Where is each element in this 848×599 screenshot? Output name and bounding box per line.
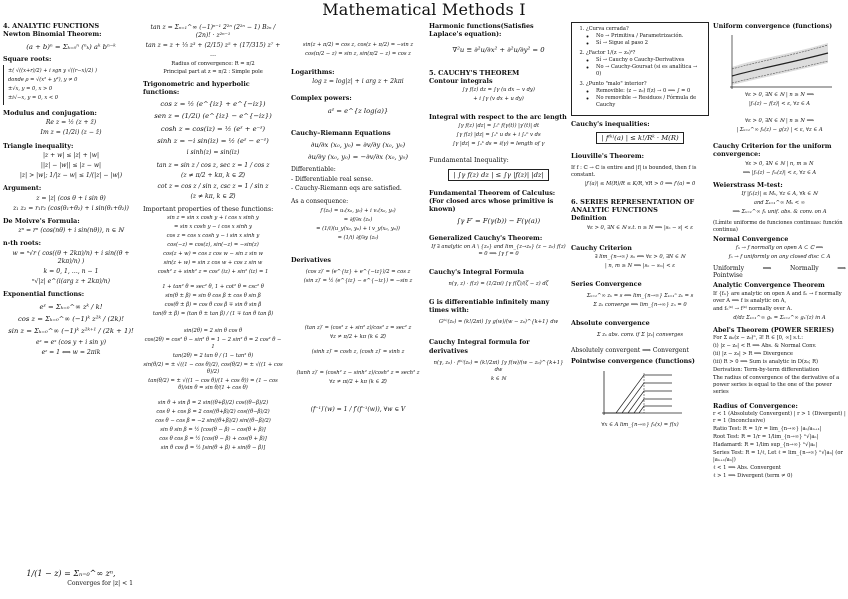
formula: eᶻ = Σₖ₌₀^∞ zᵏ / k! xyxy=(39,302,103,311)
subsection-heading: Abel's Theorem (POWER SERIES) xyxy=(713,325,835,334)
formula: donde ρ = √(x² + y²), y ≠ 0 xyxy=(8,77,78,84)
formula: ∀z ≠ π/2 + kπ (k ∈ ℤ) xyxy=(330,334,386,341)
formula: (cos z)′ = (e^{iz} + e^{−iz})/2 = cos z xyxy=(305,269,411,276)
formula: = (1/i)(u_y(x₀, y₀) + i v_y(x₀, y₀)) xyxy=(316,226,400,233)
subsection-heading: Series Convergence xyxy=(571,279,642,288)
formula: cos(z + w) = cos z cos w − sin z sin w xyxy=(163,251,263,258)
text: The radius of convergence of the derivative of a power series is equal to the one of the power series xyxy=(713,374,840,395)
label-normally: Normally xyxy=(789,265,819,273)
formula: sin θ sin β = ½ [cos(θ − β) − cos(θ + β)] xyxy=(160,427,266,434)
subsection-heading: Cauchy Integral formula for derivatives xyxy=(429,338,530,355)
formula: Σₖ₌₁^∞ zₖ = s ⟺ lim_{n→∞} Σₖ₌₁ⁿ zₖ = s xyxy=(586,293,694,300)
function-curve xyxy=(604,383,672,413)
decision-step xyxy=(586,26,704,47)
formula: cos(−z) = cos(z), sin(−z) = −sin(z) xyxy=(167,242,259,249)
step-question: ¿Factor 1/(z − z₀)ᵏ? xyxy=(586,50,636,56)
formula: zⁿ = rⁿ (cos(nθ) + i sin(nθ)), n ∈ ℕ xyxy=(18,227,124,235)
step-option: ◦ No → Primitiva / Parametrización. xyxy=(596,33,704,40)
formula: cos(θ ± β) = cos θ cos β ∓ sin θ sin β xyxy=(164,302,262,309)
text: Ratio Test: R = 1/r = lim_{n→∞} |aₙ/aₙ₊₁| xyxy=(713,426,822,433)
formula: ⟹ |fₙ(z) − fₘ(z)| < ε, ∀z ∈ A xyxy=(742,169,817,176)
label-pointwise: Pointwise xyxy=(713,272,743,280)
step-option: ◦ Sí → Sigue al paso 2 xyxy=(596,40,704,47)
subsection-heading: Cauchy Criterion xyxy=(571,243,632,252)
formula: = (1/i) ∂f/∂y (z₀) xyxy=(337,235,379,242)
formula: aᶻ = e^{z log(a)} xyxy=(327,106,389,115)
formula: ∇²u ≡ ∂²u/∂x² + ∂²u/∂y² = 0 xyxy=(452,46,545,55)
formula: f′(z₀) = uₓ(x₀, y₀) + i vₓ(x₀, y₀) xyxy=(320,208,396,215)
subsection-heading: Square roots: xyxy=(3,54,52,63)
column-2 xyxy=(143,20,283,598)
formula: ∀z ≠ πi/2 + kπ (k ∈ ℤ) xyxy=(329,379,387,386)
formula: cos(2θ) = cos² θ − sin² θ = 1 − 2 sin² θ = 2 cos² θ − 1 xyxy=(144,337,282,351)
formula: If |fₖ(z)| ≤ Mₖ, ∀z ∈ A, ∀k ∈ ℕ xyxy=(741,190,818,197)
subsection-heading: Pointwise convergence (functions) xyxy=(571,357,695,366)
formula: ||z| − |w|| ≤ |z − w| xyxy=(40,162,102,170)
formula: (z ≠ kπ, k ∈ ℤ) xyxy=(190,192,236,200)
formula xyxy=(571,132,709,144)
formula: = ∂f/∂x (z₀) xyxy=(343,217,373,224)
page-title: Mathematical Methods I xyxy=(322,0,526,19)
formula: sin(z + w) = sin z cos w + cos z sin w xyxy=(163,260,263,267)
formula: sin z = Σₖ₌₀^∞ (−1)ᵏ z²ᵏ⁺¹ / (2k + 1)! xyxy=(8,327,134,336)
formula: ∀ε > 0, ∃N ∈ ℕ | n, m ≥ N xyxy=(745,160,814,167)
subsection-heading: Weierstrass M-test: xyxy=(713,180,783,189)
formula: i sinh(z) = sin(iz) xyxy=(186,149,240,157)
formula: = sin x cosh y − i cos x sinh y xyxy=(174,224,252,231)
formula: 1 + tan² θ = sec² θ, 1 + cot² θ = csc² θ xyxy=(162,284,264,291)
formula: cos θ − cos β = −2 sin((θ+β)/2) sin((θ−β)/2) xyxy=(155,418,271,425)
formula: sin(θ/2) = ± √((1 − cos θ)/2), cos(θ/2) = ± √((1 + cos θ)/2) xyxy=(143,362,283,376)
subsection-heading: Newton Binomial Theorem: xyxy=(3,30,102,39)
subsection-heading: De Moivre's Formula: xyxy=(3,217,80,226)
subsection-heading: Integral with respect to the arc length xyxy=(429,113,567,122)
label-uniformly: Uniformly xyxy=(713,265,745,273)
formula xyxy=(429,169,568,181)
text: (i) |z − z₀| < R ⟹ Abs. & Normal Conv. xyxy=(713,342,817,349)
formula: cos θ + cos β = 2 cos((θ+β)/2) cos((θ−β)/2) xyxy=(156,409,270,416)
formula: z₁ z₂ = r₁r₂ (cos(θ₁+θ₂) + i sin(θ₁+θ₂)) xyxy=(13,204,129,212)
formula: ±( √((x+r)/2) + i sgn y √((r−x)/2) ) xyxy=(8,68,97,75)
formula: log z = log|z| + i arg z + 2kπi xyxy=(312,78,404,86)
subsection-heading: Cauchy Criterion for the uniform convergence: xyxy=(713,142,832,159)
formula: + i ∫γ (v dx + u dy) xyxy=(473,96,524,103)
formula: k = 0, 1, …, n − 1 xyxy=(43,268,99,276)
text: (ii) |z − z₀| > R ⟹ Divergence xyxy=(713,350,793,357)
formula: cos z = Σₖ₌₀^∞ (−1)ᵏ z²ᵏ / (2k)! xyxy=(17,314,125,323)
step-question: ¿Punto "malo" interior? xyxy=(586,81,647,87)
formula: ∀x ∈ A lim_{n→∞} fₙ(x) = f(x) xyxy=(601,421,679,428)
formula: (sin z)′ = ½ (e^{iz} − e^{−iz}) = −sin z xyxy=(303,278,413,285)
formula: sin θ + sin β = 2 sin((θ+β)/2) cos((θ−β)/2) xyxy=(157,400,269,407)
formula: tan(θ/2) = ± √((1 − cos θ)/(1 + cos θ)) = (1 − cos θ)/sin θ = sin θ/(1 + cos θ) xyxy=(148,378,278,392)
formula: cos z = cos x cosh y − i sin x sinh y xyxy=(166,233,260,240)
formula: ∂u/∂x (x₀, y₀) = ∂v/∂y (x₀, y₀) xyxy=(310,141,406,150)
formula: sen z = (1/2i) (e^{iz} − e^{−iz}) xyxy=(154,112,272,121)
formula: cos z = ½ (e^{iz} + e^{−iz}) xyxy=(160,100,266,109)
subsection-heading: Derivatives xyxy=(291,256,332,265)
text: ℓ > 1 ⟹ Divergent (term ≠ 0) xyxy=(713,473,793,480)
formula: ∫γ f(z) |dz| = ∫ₐᵇ f(γ(t)) |γ′(t)| dt xyxy=(457,123,540,130)
formula: eᶻ = eˣ (cos y + i sin y) xyxy=(36,339,106,347)
text: Derivation: Term-by-term differentiation xyxy=(713,366,820,373)
formula: n(γ, z) · f(z) = (1/2πi) ∫γ f(ζ)/(ζ − z) dζ xyxy=(448,281,549,288)
formula: ∀ε > 0, ∃N ∈ ℕ | n ≥ N ⟹ xyxy=(744,118,815,125)
formula: cosh z = cos(iz) = ½ (eᶻ + e⁻ᶻ) xyxy=(160,124,266,133)
subsection-heading: Normal Convergence xyxy=(713,234,789,243)
subsection-heading: Complex powers: xyxy=(291,94,352,103)
formula: ∀ε > 0, ∃N ∈ ℕ | n ≥ N ⟹ xyxy=(744,92,815,99)
formula: ±√x, y = 0, x > 0 xyxy=(8,86,53,93)
text: - Differentiable real sense. xyxy=(291,175,374,183)
text: For Σ aₙ(z − z₀)ⁿ, ∃! R ∈ [0, ∞] s.t.: xyxy=(713,334,804,341)
decision-box xyxy=(571,22,709,116)
formula: z = |z| (cos θ + i sin θ) xyxy=(36,194,106,202)
formula: d/dz Σₖ₌₁^∞ gₖ = Σₖ₌₁^∞ gₖ′(z) in A xyxy=(733,314,826,321)
subsection-heading: Fundamental Theorem of Calculus: (For closed arcs whose primitive is known) xyxy=(429,188,556,214)
text: Hadamard: R = 1/lim sup_{n→∞} ⁿ√|aₙ| xyxy=(713,442,818,449)
subsection-heading: G is differentiable infinitely many times with: xyxy=(429,298,550,315)
implies-arrow-icon: ⟹ xyxy=(837,265,846,273)
note: Radius of convergence: R = π/2 xyxy=(171,60,255,67)
step-option: ◦ Sí → Cauchy o Cauchy-Derivatives xyxy=(596,57,704,64)
step-option: ◦ Removible: (z − z₀) f(z) → 0 ⟹ ∫ = 0 xyxy=(596,88,704,95)
text: (iii) R > 0 ⟹ Sum is analytic in D(z₀; R) xyxy=(713,358,819,365)
step-question: ¿Curva cerrada? xyxy=(586,26,629,32)
formula-brace xyxy=(3,65,139,105)
formula: ∀ε > 0, ∃N ∈ ℕ s.t. n ≥ N ⟹ |sₙ − s| < ε xyxy=(587,224,693,231)
formula: sin(2θ) = 2 sin θ cos θ xyxy=(183,328,243,335)
formula: ⁿ√|z| e^(i(arg z + 2kπ)/n) xyxy=(32,278,110,286)
formula: 1/(1 − z) = Σₙ₌₀^∞ zⁿ, xyxy=(26,569,116,578)
formula: If ∃ analytic on A \ {z₀} and lim_{z→z₀} (z − z₀) f(z) = 0 ⟹ ∫γ f = 0 xyxy=(431,243,566,257)
formula: | Σₖ₌₁^∞ fₖ(z) − g(z) | < ε, ∀z ∈ A xyxy=(736,127,823,134)
pointwise-convergence-figure xyxy=(594,369,686,419)
text: Series Test: R = 1/ℓ, Let ℓ = lim_{n→∞} ⁿ√|aₙ| (or |aₙ₊₁/aₙ|) xyxy=(713,450,843,464)
subsection-heading: Cauchy's inequalities: xyxy=(571,120,650,128)
subsection-heading: Important properties of these functions: xyxy=(143,205,274,214)
formula: Im z = (1/2i) (z − z̄) xyxy=(40,129,102,137)
column-5 xyxy=(571,20,709,598)
note: Converges for |z| < 1 xyxy=(67,580,133,588)
formula: ∫γ |dz| = ∫ₐᵇ ds = ℓ(γ) = length of γ xyxy=(452,141,545,148)
formula: Re z = ½ (z + z̄) xyxy=(45,119,97,127)
subsection-heading: Analytic Convergence Theorem xyxy=(713,281,825,290)
formula: Σ zₖ converge ⟹ lim_{n→∞} zₙ = 0 xyxy=(593,302,687,309)
text: Absolutely convergent ⟹ Convergent xyxy=(571,347,689,355)
formula: sin(θ ± β) = sin θ cos β ± cos θ sin β xyxy=(165,293,261,300)
formula: cos θ cos β = ½ [cos(θ − β) + cos(θ + β)] xyxy=(159,436,267,443)
formula: (f⁻¹)′(w) = 1 / f′(f⁻¹(w)), ∀w ∈ V xyxy=(310,406,406,414)
formula: tan z = Σₙ₌₁^∞ (−1)ⁿ⁻¹ 2²ⁿ (2²ⁿ − 1) B₂ₙ / (2n)! · z²ⁿ⁻¹ xyxy=(150,24,276,40)
section-heading: 5. CAUCHY'S THEOREM xyxy=(429,68,520,77)
formula: fₙ → f uniformly on any closed disc ⊂ A xyxy=(728,254,831,261)
text: r < 1 (Absolutely Convergent) | r > 1 (Divergent) | r = 1 (Inconclusive) xyxy=(713,411,846,425)
uniform-convergence-figure xyxy=(726,33,834,89)
subsection-heading: Triangle inequality: xyxy=(3,141,74,150)
formula: ∫γ F′ = F(γ(b)) − F(γ(a)) xyxy=(456,217,541,226)
section-heading: 6. SERIES REPRESENTATION OF ANALYTIC FUNCTIONS xyxy=(571,197,695,215)
formula: ∂u/∂y (x₀, y₀) = −∂v/∂x (x₀, y₀) xyxy=(307,153,409,162)
text: Root Test: R = 1/r = 1/lim_{n→∞} ⁿ√|aₙ| xyxy=(713,434,819,441)
formula: tan z = z + ⅓ z³ + (2/15) z⁵ + (17/315) z⁷ + … xyxy=(145,42,281,58)
subsection-heading: Cauchy–Riemann Equations xyxy=(291,128,391,137)
text: - Cauchy-Riemann eqs are satisfied. xyxy=(291,184,402,192)
formula: tan(2θ) = 2 tan θ / (1 − tan² θ) xyxy=(172,353,254,360)
formula: eᶻ = 1 ⟺ w = 2πik xyxy=(41,349,101,357)
subsection-heading: Argument: xyxy=(3,184,42,193)
subsection-heading: Trigonometric and hyperbolic functions: xyxy=(143,79,250,97)
subsection-heading: Cauchy's Integral Formula xyxy=(429,267,524,276)
formula: (sinh z)′ = cosh z, (cosh z)′ = sinh z xyxy=(311,349,405,356)
formula: |z + w| ≤ |z| + |w| xyxy=(42,151,100,159)
subsection-heading: Liouville's Theorem: xyxy=(571,152,644,161)
formula: tan(θ ± β) = (tan θ ± tan β) / (1 ∓ tan θ tan β) xyxy=(152,311,274,318)
decision-step xyxy=(586,81,704,109)
formula: n(γ, z₀) · f⁽ᵏ⁾(z₀) = (k!/2πi) ∫γ f(w)/(w − z₀)^{k+1} dw xyxy=(433,359,564,373)
subsection-heading: Modulus and conjugation: xyxy=(3,109,97,118)
note: Principal part at z = π/2 : Simple pole xyxy=(163,68,263,75)
formula: sin θ cos β = ½ [sin(θ + β) + sin(θ − β)] xyxy=(160,445,266,452)
text: If f : ℂ → ℂ is entire and |f| is bounded, then f is constant. xyxy=(571,164,697,178)
formula: cot z = cos z / sin z, csc z = 1 / sin z xyxy=(157,182,269,190)
formula: ±i√−x, y = 0, x < 0 xyxy=(8,95,59,102)
subsection-heading: Definition xyxy=(571,214,607,223)
formula: fₙ → f normally on open A ⊂ ℂ ⟺ xyxy=(735,245,824,252)
formula: ⟹ Σₖ₌₁^∞ fₖ unif. abs. & conv. on A xyxy=(732,208,827,215)
formula: (a + b)ⁿ = Σₖ₌₀ⁿ (ⁿₖ) aᵏ bⁿ⁻ᵏ xyxy=(26,42,116,51)
text: As a consequence: xyxy=(291,198,349,206)
subsection-heading: Contour integrals xyxy=(429,77,493,86)
subsection-heading: Fundamental Inequality: xyxy=(429,156,509,165)
step-option: ◦ No → Cauchy-Goursat (si es analítica → 0) xyxy=(596,64,704,78)
function-curve xyxy=(604,391,672,413)
subsection-heading: Harmonic functions(Satisfies Laplace's equation): xyxy=(429,22,534,39)
subsection-heading: Generalized Cauchy's Theorem: xyxy=(429,233,543,242)
text: If {fₙ} are analytic on open A and fₙ → f normally over A ⟹ f is analytic on A, xyxy=(713,290,842,304)
formula: ∃ lim_{n→∞} sₙ ⟺ ∀ε > 0, ∃N ∈ ℕ xyxy=(594,253,686,260)
implies-arrow-icon: ⟹ xyxy=(762,265,772,273)
section-heading: 4. ANALYTIC FUNCTIONS xyxy=(3,22,100,30)
formula: ∫γ f(z) dz = ∫γ (u dx − v dy) xyxy=(462,87,535,94)
text: Differentiable: xyxy=(291,166,336,174)
formula: sinh z = −i sin(iz) = ½ (eᶻ − e⁻ᶻ) xyxy=(157,136,269,145)
column-6 xyxy=(713,20,846,598)
text: ℓ < 1 ⟹ Abs. Convergent xyxy=(713,465,781,472)
subsection-heading: Exponential functions: xyxy=(3,290,85,299)
formula: sin(z + π/2) = cos z, cos(z + π/2) = −sin z xyxy=(302,42,414,48)
column-1 xyxy=(3,20,139,598)
formula: and Σₖ₌₁^∞ Mₖ < ∞ xyxy=(753,199,806,206)
formula: cos(π/2 − z) = sin z, sin(π/2 − z) = cos z xyxy=(305,51,411,57)
formula: cosh² z + sinh² z = cos² (iz) + sin² (iz) = 1 xyxy=(157,269,269,276)
subsection-heading: Radius of Convergence: xyxy=(713,401,798,410)
decision-steps xyxy=(576,26,704,109)
formula: |f′(a)| ≤ M(R)/R ≤ K/R, ∀R > 0 ⟹ f′(a) = 0 xyxy=(584,180,696,187)
formula: sin z = sin x cosh y + i cos x sinh y xyxy=(167,215,259,222)
formula: G⁽ᵏ⁾(z₀) = (k!/2πi) ∫γ g(w)/(w − z₀)^{k+1} dw xyxy=(438,319,559,326)
formula: tan z = sin z / cos z, sec z = 1 / cos z xyxy=(156,162,270,170)
subsection-heading: n-th roots: xyxy=(3,239,41,248)
decision-step xyxy=(586,50,704,78)
formula: ∫γ f(z) |dz| = ∫ₐᵇ u ds + i ∫ₐᵇ v ds xyxy=(456,132,541,139)
formula: |fₙ(z) − f(z)| < ε, ∀z ∈ A xyxy=(748,101,811,108)
boxed-formula: | f⁽ᵏ⁾(a) | ≤ k!/Rᵏ · M(R) xyxy=(596,132,683,144)
text: (Límite uniforme de funciones continuas: función continua) xyxy=(713,219,843,233)
formula: (tan z)′ = (cos² z + sin² z)/cos² z = sec² z xyxy=(304,325,412,332)
boxed-formula: | ∫γ f(z) dz | ≤ ∫γ |f(z)| |dz| xyxy=(448,169,549,181)
text: and fₙ⁽ᵏ⁾ → f⁽ᵏ⁾ normally over A. xyxy=(713,305,793,312)
formula: (tanh z)′ = (cosh² z − sinh² z)/cosh² z = sech² z xyxy=(296,370,420,377)
formula: w = ⁿ√r ( cos((θ + 2kπ)/n) + i sin((θ + 2kπ)/n) ) xyxy=(12,249,130,265)
column-4 xyxy=(429,20,568,598)
formula: |z| > |w|; 1/|z − w| ≤ 1/(|z| − |w|) xyxy=(19,172,123,180)
formula: Σ zₖ abs. conv. if Σ |zₖ| converges xyxy=(596,332,684,339)
formula: k ∈ ℕ xyxy=(490,375,507,382)
subsection-heading: Uniform convergence (functions) xyxy=(713,22,833,30)
step-option: ◦ No removible → Residuos / Fórmula de Cauchy xyxy=(596,95,704,109)
formula: (z ≠ π/2 + kπ, k ∈ ℤ) xyxy=(181,172,245,180)
formula: | n, m ≥ N ⟹ |sₙ − sₘ| < ε xyxy=(604,262,676,269)
subsection-heading: Absolute convergence xyxy=(571,319,650,328)
subsection-heading: Logarithms: xyxy=(291,68,335,76)
geometric-series xyxy=(3,568,139,589)
column-3 xyxy=(291,20,425,598)
